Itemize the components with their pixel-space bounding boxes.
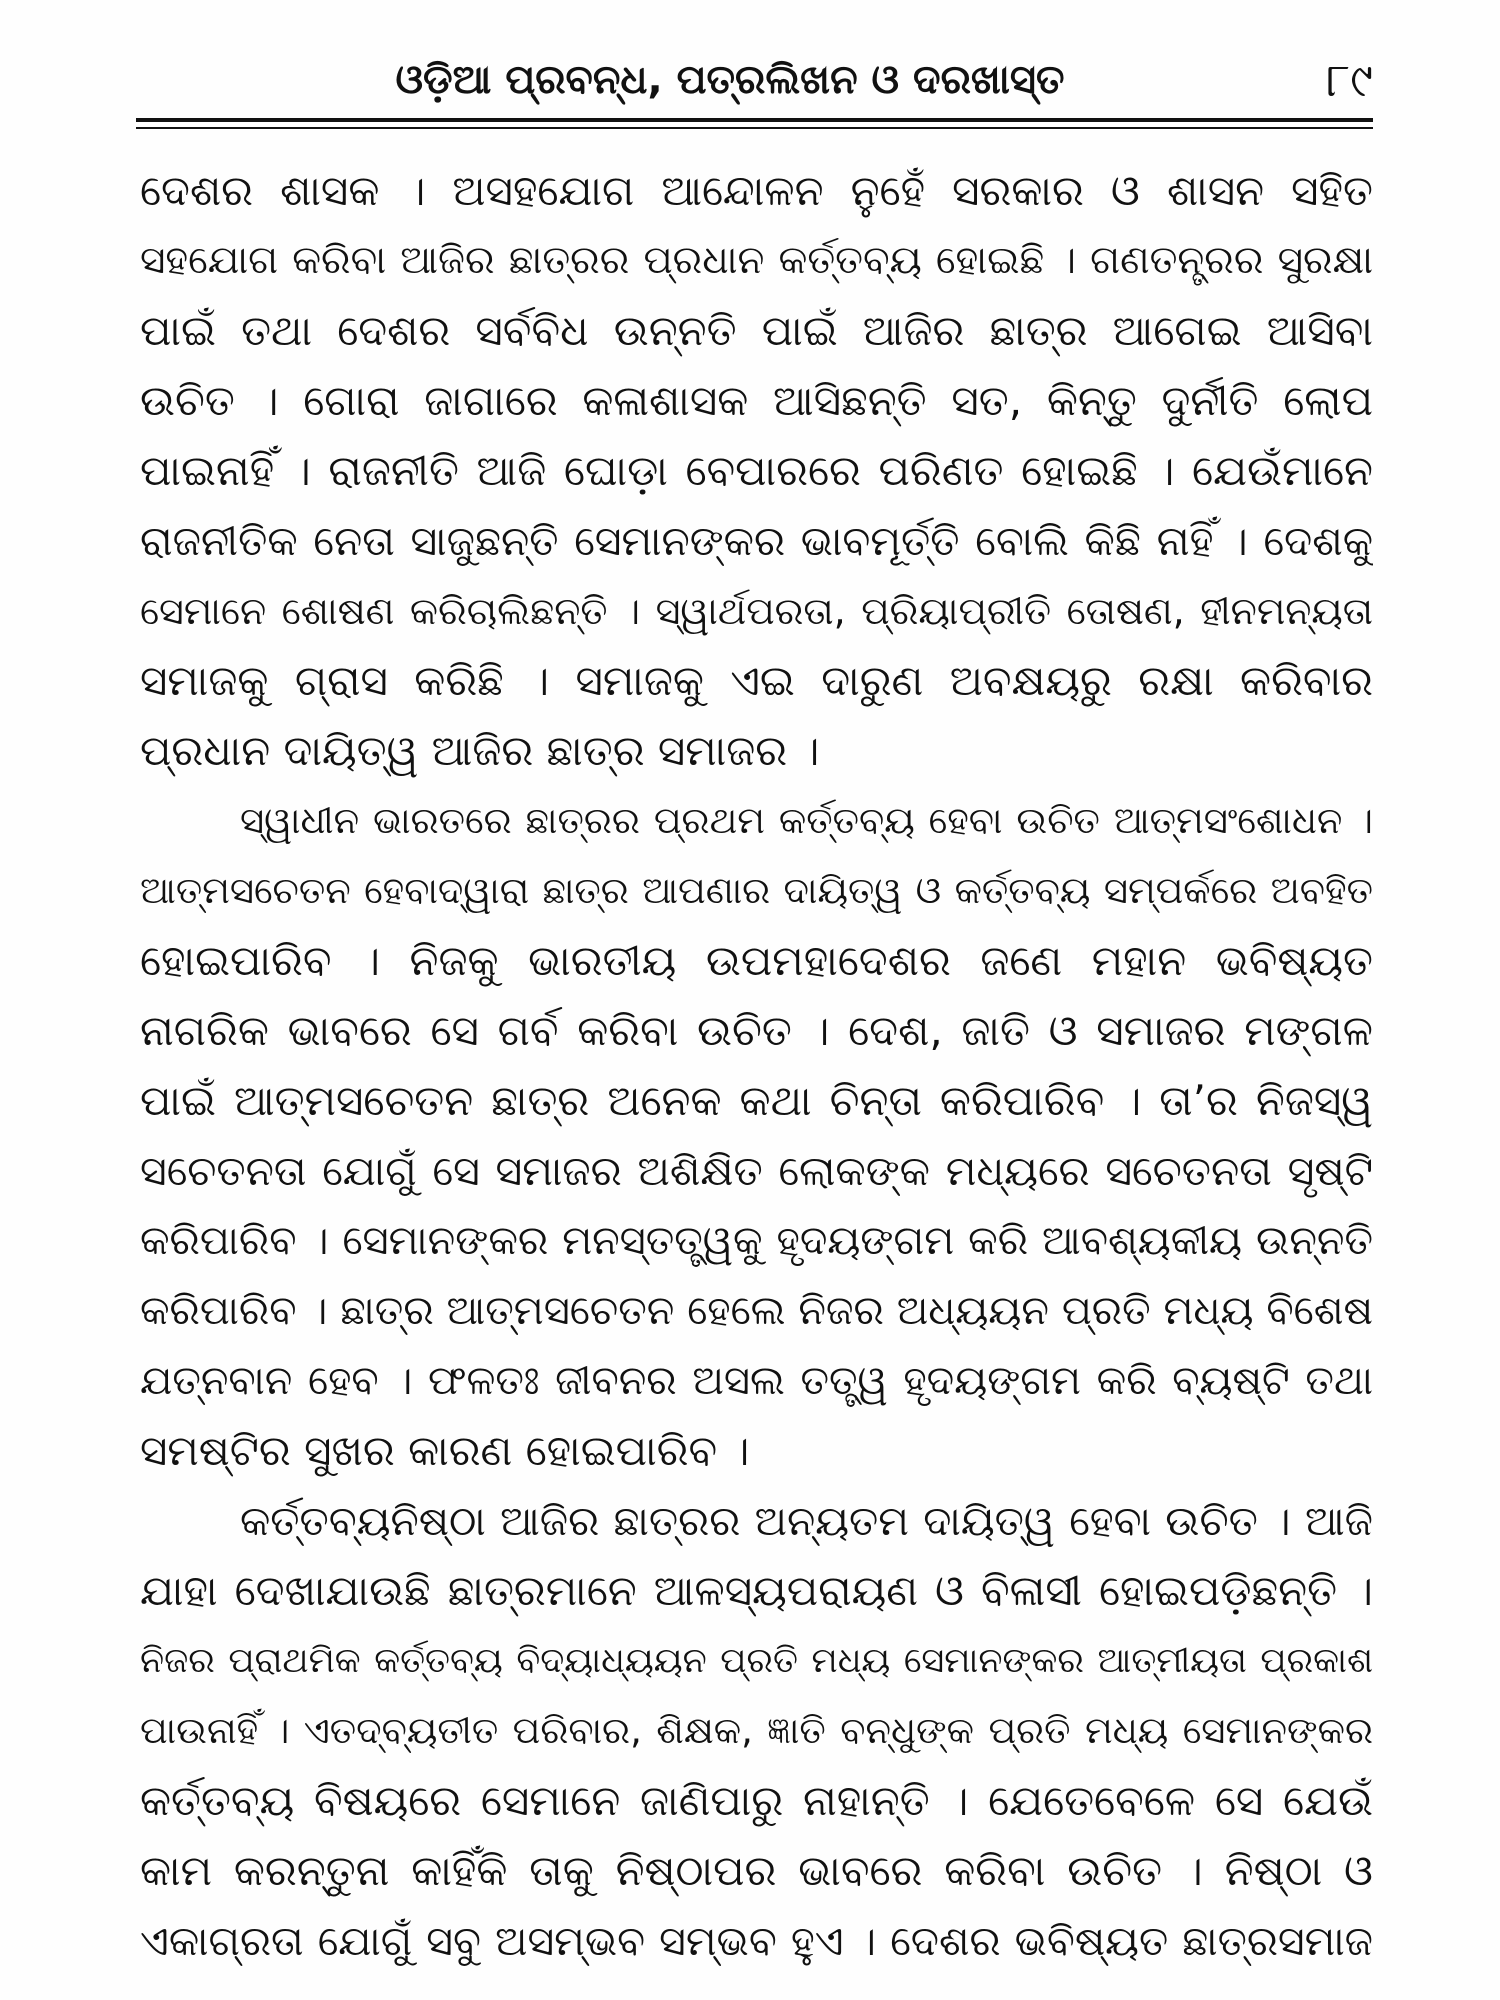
text-line: ସହଯୋଗ କରିବା ଆଜିର ଛାତ୍ରର ପ୍ରଧାନ କର୍ତ୍ତବ୍ୟ ହୋଇଛି । ଗଣତନ୍ତ୍ରର ସୁରକ୍ଷା — [140, 238, 1373, 283]
text-line: ପାଇଁ ତଥା ଦେଶର ସର୍ବବିଧ ଉନ୍ନତି ପାଇଁ ଆଜିର ଛାତ୍ର ଆଗେଇ ଆସିବା — [140, 306, 1373, 355]
text-line: କାମ କରନ୍ତୁନା କାହିଁକି ତାକୁ ନିଷ୍ଠାପର ଭାବରେ କରିବା ଉଚିତ । ନିଷ୍ଠା ଓ — [140, 1846, 1373, 1895]
text-line: ନିଜର ପ୍ରାଥମିକ କର୍ତ୍ତବ୍ୟ ବିଦ୍ୟାଧ୍ୟୟନ ପ୍ରତି ମଧ୍ୟ ସେମାନଙ୍କର ଆତ୍ମୀୟତା ପ୍ରକାଶ — [140, 1641, 1373, 1681]
header-rule-thick — [136, 118, 1373, 122]
paragraph-3 — [140, 1486, 1373, 1976]
paragraph-2 — [140, 786, 1373, 1486]
text-line: ପାଇନାହିଁ । ରାଜନୀତି ଆଜି ଘୋଡ଼ା ବେପାରରେ ପରିଣତ ହୋଇଛି । ଯେଉଁମାନେ — [140, 446, 1373, 495]
header-rule-thin — [136, 127, 1373, 129]
text-line: ପ୍ରଧାନ ଦାୟିତ୍ୱ ଆଜିର ଛାତ୍ର ସମାଜର । — [140, 726, 820, 775]
text-line: ସ୍ୱାଧୀନ ଭାରତରେ ଛାତ୍ରର ପ୍ରଥମ କର୍ତ୍ତବ୍ୟ ହେବା ଉଚିତ ଆତ୍ମସଂଶୋଧନ । — [240, 799, 1373, 842]
paragraph-1 — [140, 156, 1373, 786]
text-line: ଆତ୍ମସଚେତନ ହେବାଦ୍ୱାରା ଛାତ୍ର ଆପଣାର ଦାୟିତ୍ୱ ଓ କର୍ତ୍ତବ୍ୟ ସମ୍ପର୍କରେ ଅବହିତ — [140, 869, 1373, 912]
text-line: କରିପାରିବ । ସେମାନଙ୍କର ମନସ୍ତତ୍ତ୍ୱକୁ ହୃଦୟଙ୍ଗମ କରି ଆବଶ୍ୟକୀୟ ଉନ୍ନତି — [140, 1218, 1373, 1264]
text-line: ଯତ୍ନବାନ ହେବ । ଫଳତଃ ଜୀବନର ଅସଲ ତତ୍ତ୍ୱ ହୃଦୟଙ୍ଗମ କରି ବ୍ୟଷ୍ଟି ତଥା — [140, 1358, 1373, 1404]
text-line: ରାଜନୀତିକ ନେତା ସାଜୁଛନ୍ତି ସେମାନଙ୍କର ଭାବମୂର୍ତ୍ତି ବୋଲି କିଛି ନାହିଁ । ଦେଶକୁ — [140, 517, 1373, 565]
text-line: ଦେଶର ଶାସକ । ଅସହଯୋଗ ଆନ୍ଦୋଳନ ନୁହେଁ ସରକାର ଓ ଶାସନ ସହିତ — [140, 166, 1373, 215]
text-line: ସମାଜକୁ ଗ୍ରାସ କରିଛି । ସମାଜକୁ ଏଇ ଦାରୁଣ ଅବକ୍ଷୟରୁ ରକ୍ଷା କରିବାର — [140, 656, 1373, 705]
page-number: ୮୯ — [1326, 53, 1373, 107]
running-header-title: ଓଡ଼ିଆ ପ୍ରବନ୍ଧ, ପତ୍ରଲିଖନ ଓ ଦରଖାସ୍ତ — [395, 57, 1065, 103]
text-line: ପାଇଁ ଆତ୍ମସଚେତନ ଛାତ୍ର ଅନେକ କଥା ଚିନ୍ତା କରିପାରିବ । ତା’ର ନିଜସ୍ୱ — [140, 1076, 1373, 1125]
text-line: ସେମାନେ ଶୋଷଣ କରିଚାଲିଛନ୍ତି । ସ୍ୱାର୍ଥପରତା, ପ୍ରିୟାପ୍ରୀତି ତୋଷଣ, ହୀନମନ୍ୟତା — [140, 589, 1373, 633]
text-line: ସଚେତନତା ଯୋଗୁଁ ସେ ସମାଜର ଅଶିକ୍ଷିତ ଲୋକଙ୍କ ମଧ୍ୟରେ ସଚେତନତା ସୃଷ୍ଟି — [140, 1147, 1373, 1195]
text-line: ପାଉନାହିଁ । ଏତଦ୍‌ବ୍ୟତୀତ ପରିବାର, ଶିକ୍ଷକ, ଜ୍ଞାତି ବନ୍ଧୁଙ୍କ ପ୍ରତି ମଧ୍ୟ ସେମାନଙ୍କର — [140, 1709, 1373, 1752]
text-line: ସମଷ୍ଟିର ସୁଖର କାରଣ ହୋଇପାରିବ । — [140, 1426, 750, 1475]
text-line: ଉଚିତ । ଗୋରା ଜାଗାରେ କଳାଶାସକ ଆସିଛନ୍ତି ସତ, କିନ୍ତୁ ଦୁର୍ନୀତି ଲୋପ — [140, 376, 1373, 425]
text-line: କରିପାରିବ । ଛାତ୍ର ଆତ୍ମସଚେତନ ହେଲେ ନିଜର ଅଧ୍ୟୟନ ପ୍ରତି ମଧ୍ୟ ବିଶେଷ — [140, 1288, 1373, 1334]
text-line: ଯାହା ଦେଖାଯାଉଛି ଛାତ୍ରମାନେ ଆଳସ୍ୟପରାୟଣ ଓ ବିଳାସୀ ହୋଇପଡ଼ିଛନ୍ତି । — [140, 1566, 1373, 1615]
body-text — [140, 156, 1373, 1976]
text-line: କର୍ତ୍ତବ୍ୟ ବିଷୟରେ ସେମାନେ ଜାଣିପାରୁ ନାହାନ୍ତି । ଯେତେବେଳେ ସେ ଯେଉଁ — [140, 1776, 1373, 1825]
text-line: କର୍ତ୍ତବ୍ୟନିଷ୍ଠା ଆଜିର ଛାତ୍ରର ଅନ୍ୟତମ ଦାୟିତ୍ୱ ହେବା ଉଚିତ । ଆଜି — [240, 1497, 1373, 1545]
text-line: ହୋଇପାରିବ । ନିଜକୁ ଭାରତୀୟ ଉପମହାଦେଶର ଜଣେ ମହାନ ଭବିଷ୍ୟତ — [140, 936, 1373, 985]
text-line: ନାଗରିକ ଭାବରେ ସେ ଗର୍ବ କରିବା ଉଚିତ । ଦେଶ, ଜାତି ଓ ସମାଜର ମଙ୍ଗଳ — [140, 1006, 1373, 1055]
text-line: ଏକାଗ୍ରତା ଯୋଗୁଁ ସବୁ ଅସମ୍ଭବ ସମ୍ଭବ ହୁଏ । ଦେଶର ଭବିଷ୍ୟତ ଛାତ୍ରସମାଜ — [140, 1917, 1373, 1965]
